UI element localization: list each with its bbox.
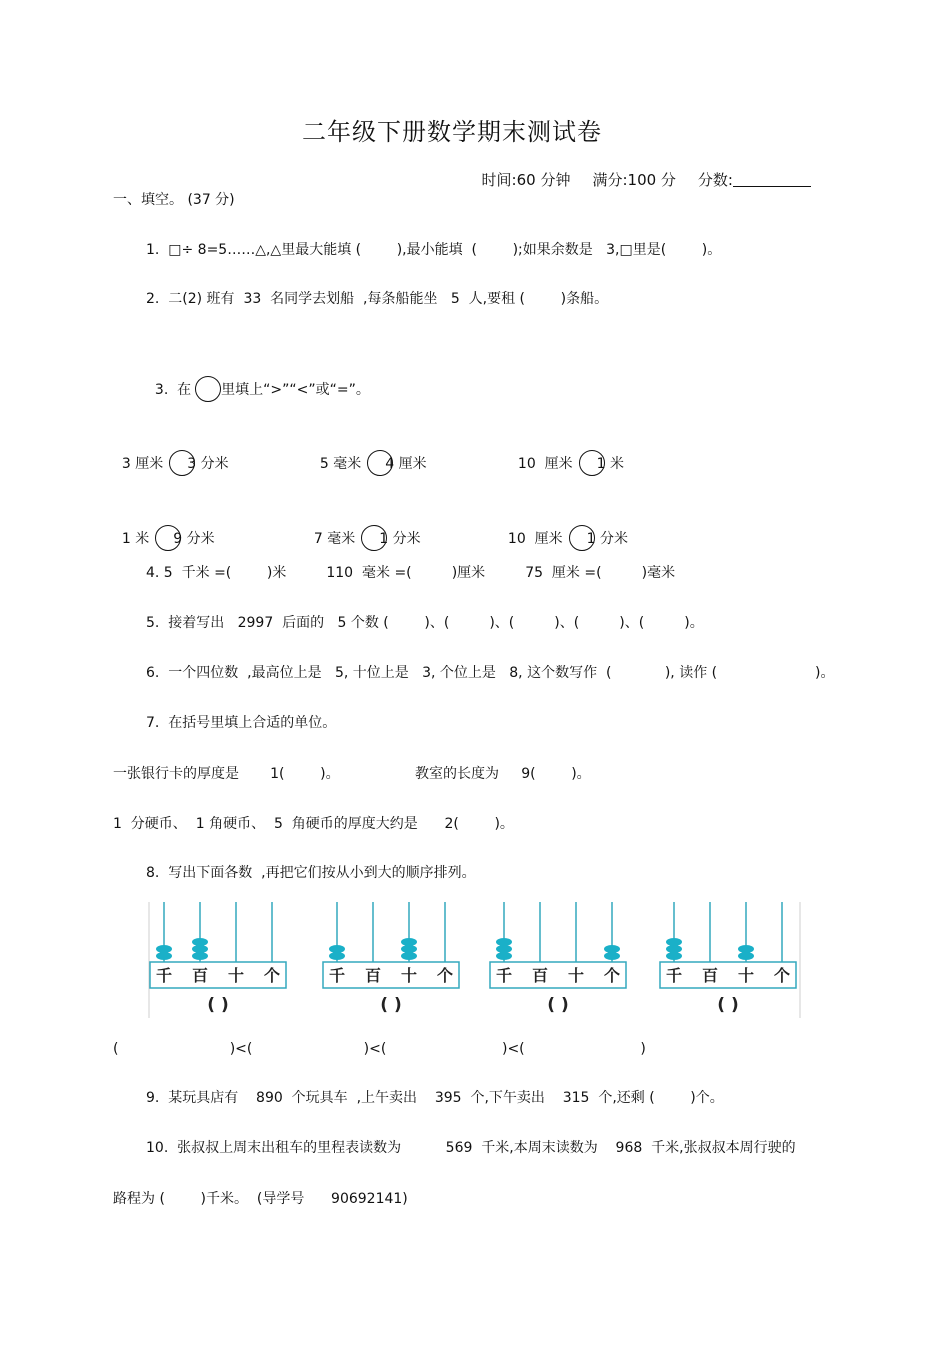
place-label: 个 (603, 966, 621, 985)
question-4: 4. 5 千米 =( )米 110 毫米 =( )厘米 75 厘米 =( )毫米 (146, 565, 676, 581)
abacus-bead (496, 938, 512, 946)
question-7-line2: 1 分硬币、 1 角硬币、 5 角硬币的厚度大约是 2( )。 (113, 816, 514, 832)
place-label: 十 (227, 966, 245, 985)
compare-circle-icon (195, 376, 221, 402)
abacus-bead (604, 945, 620, 953)
place-label: 百 (531, 966, 549, 985)
compare-circle[interactable] (361, 525, 387, 551)
abacus-bead (738, 952, 754, 960)
compare-circle[interactable] (367, 450, 393, 476)
answer-blank[interactable]: ( ) (547, 995, 569, 1015)
compare-item (113, 433, 229, 477)
abacus-bead (156, 945, 172, 953)
abacus-bead (666, 945, 682, 953)
abacus-bead (604, 952, 620, 960)
compare-circle[interactable] (569, 525, 595, 551)
abacus-bead (401, 952, 417, 960)
score-blank[interactable] (733, 172, 811, 187)
question-8: 8. 写出下面各数 ,再把它们按从小到大的顺序排列。 (146, 865, 476, 881)
compare-right: 4 厘米 (385, 456, 427, 472)
time-label: 时间:60 分钟 (481, 171, 571, 189)
place-label: 千 (328, 966, 346, 985)
full-score-label: 满分:100 分 (592, 171, 676, 189)
answer-blank[interactable]: ( ) (207, 995, 229, 1015)
compare-item (113, 508, 215, 552)
place-label: 百 (191, 966, 209, 985)
question-10-line2: 路程为 ( )千米。 (导学号 90692141) (113, 1191, 408, 1207)
question-3-prefix: 3. 在 (154, 382, 192, 398)
question-7: 7. 在括号里填上合适的单位。 (146, 715, 337, 731)
section-heading: 一、填空。 (37 分) (113, 192, 235, 208)
compare-left: 3 厘米 (121, 456, 164, 472)
abacus-bead (192, 938, 208, 946)
order-line: ( )<( )<( )<( ) (113, 1041, 646, 1057)
compare-right: 1 米 (596, 456, 624, 472)
compare-left: 5 毫米 (319, 456, 362, 472)
abacus-bead (192, 952, 208, 960)
compare-item (499, 508, 628, 552)
compare-circle[interactable] (169, 450, 195, 476)
compare-left: 7 毫米 (313, 531, 356, 547)
place-label: 百 (364, 966, 382, 985)
question-2: 2. 二(2) 班有 33 名同学去划船 ,每条船能坐 5 人,要租 ( )条船。 (146, 291, 609, 307)
abacus-bead (496, 945, 512, 953)
compare-right: 9 分米 (173, 531, 215, 547)
abacus-figure (145, 898, 805, 1022)
abacus-bead (666, 938, 682, 946)
question-3-suffix: 里填上“>”“<”或“=”。 (221, 382, 370, 398)
place-label: 个 (773, 966, 791, 985)
abacus-bead (496, 952, 512, 960)
abacus-bead (156, 952, 172, 960)
compare-right: 3 分米 (187, 456, 229, 472)
abacus-bead (401, 938, 417, 946)
compare-left: 10 厘米 (517, 456, 573, 472)
question-3 (146, 359, 370, 403)
compare-circle[interactable] (579, 450, 605, 476)
place-label: 千 (665, 966, 683, 985)
place-label: 个 (263, 966, 281, 985)
question-9: 9. 某玩具店有 890 个玩具车 ,上午卖出 395 个,下午卖出 315 个,还剩 ( )个。 (146, 1090, 724, 1106)
question-1: 1. □÷ 8=5……△,△里最大能填 ( ),最小能填 ( );如果余数是 3,□里是( )。 (146, 242, 722, 258)
compare-left: 10 厘米 (507, 531, 563, 547)
compare-item (509, 433, 624, 477)
question-10-line1: 10. 张叔叔上周末出租车的里程表读数为 569 千米,本周末读数为 968 千米,张叔叔本周行驶的 (146, 1140, 796, 1156)
answer-blank[interactable]: ( ) (717, 995, 739, 1015)
abacus-bead (192, 945, 208, 953)
answer-blank[interactable]: ( ) (380, 995, 402, 1015)
question-7-line1a: 一张银行卡的厚度是 1( )。 (113, 766, 340, 782)
compare-right: 1 分米 (586, 531, 628, 547)
question-7-line1b: 教室的长度为 9( )。 (415, 766, 591, 782)
abacus-bead (666, 952, 682, 960)
page-title: 二年级下册数学期末测试卷 (302, 118, 602, 146)
compare-right: 1 分米 (379, 531, 421, 547)
compare-item (311, 433, 427, 477)
abacus-bead (738, 945, 754, 953)
place-label: 十 (567, 966, 585, 985)
score-label: 分数: (697, 171, 733, 189)
place-label: 十 (737, 966, 755, 985)
question-6: 6. 一个四位数 ,最高位上是 5, 十位上是 3, 个位上是 8, 这个数写作 ( ), 读作 ( )。 (146, 665, 835, 681)
place-label: 百 (701, 966, 719, 985)
compare-circle[interactable] (155, 525, 181, 551)
place-label: 千 (155, 966, 173, 985)
abacus-bead (401, 945, 417, 953)
exam-meta (472, 153, 811, 189)
place-label: 十 (400, 966, 418, 985)
question-5: 5. 接着写出 2997 后面的 5 个数 ( )、( )、( )、( )、( )。 (146, 615, 704, 631)
compare-left: 1 米 (121, 531, 150, 547)
abacus-bead (329, 952, 345, 960)
place-label: 千 (495, 966, 513, 985)
compare-item (305, 508, 421, 552)
place-label: 个 (436, 966, 454, 985)
abacus-bead (329, 945, 345, 953)
